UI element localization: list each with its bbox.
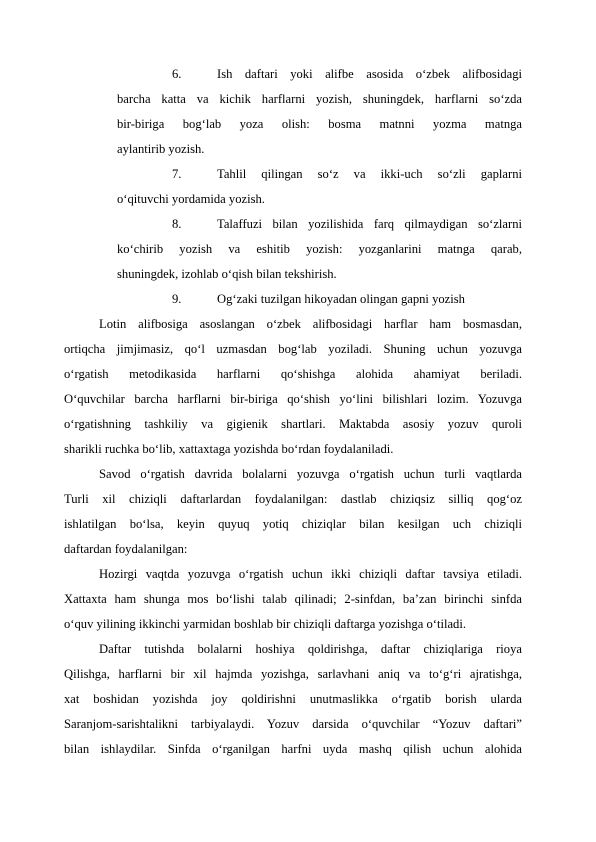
list-item-continuation: shuningdek, izohlab o‘qish bilan tekshirish. [117, 267, 337, 281]
paragraph-line: xat boshidan yozishda joy qoldirishni unutmaslikka o‘rgatib borish ularda [64, 692, 522, 706]
paragraph-line: Turli xil chiziqli daftarlardan foydalanilgan: dastlab chiziqsiz silliq qog‘oz [64, 492, 522, 506]
paragraph-line: Savod o‘rgatish davrida bolalarni yozuvga o‘rgatish uchun turli vaqtlarda [99, 467, 522, 481]
paragraph-line: o‘rgatish metodikasida harflarni qo‘shishga alohida ahamiyat beriladi. [64, 367, 522, 381]
paragraph-line: o‘quv yilining ikkinchi yarmidan boshlab bir chiziqli daftarga yozishga o‘tiladi. [64, 617, 466, 631]
paragraph-line: o‘rgatishning tashkiliy va gigienik shartlari. Maktabda asosiy yozuv quroli [64, 417, 522, 431]
list-item-text: Talaffuzi bilan yozilishida farq qilmaydigan so‘zlarni [217, 217, 522, 231]
paragraph-line: Hozirgi vaqtda yozuvga o‘rgatish uchun ikki chiziqli daftar tavsiya etiladi. [99, 567, 522, 581]
paragraph-line: Lotin alifbosiga asoslangan o‘zbek alifbosidagi harflar ham bosmasdan, [99, 317, 522, 331]
list-item-text: Ish daftari yoki alifbe asosida o‘zbek alifbosidagi [217, 67, 522, 81]
paragraph-line: sharikli ruchka bo‘lib, xattaxtaga yozishda bo‘rdan foydalaniladi. [64, 442, 394, 456]
paragraph-line: ishlatilgan bo‘lsa, keyin quyuq yotiq chiziqlar bilan kesilgan uch chiziqli [64, 517, 522, 531]
paragraph-line: Qilishga, harflarni bir xil hajmda yozishga, sarlavhani aniq va to‘g‘ri ajratishga, [64, 667, 522, 681]
paragraph-line: Xattaxta ham shunga mos bo‘lishi talab qilinadi; 2-sinfdan, ba’zan birinchi sinfda [64, 592, 522, 606]
list-number: 9. [172, 292, 182, 306]
list-item-continuation: ko‘chirib yozish va eshitib yozish: yozganlarini matnga qarab, [117, 242, 522, 256]
list-number: 8. [172, 217, 182, 231]
paragraph-line: bilan ishlaydilar. Sinfda o‘rganilgan harfni uyda mashq qilish uchun alohida [64, 742, 522, 756]
list-item-text: Tahlil qilingan so‘z va ikki-uch so‘zli gaplarni [217, 167, 522, 181]
paragraph-line: Daftar tutishda bolalarni hoshiya qoldirishga, daftar chiziqlariga rioya [99, 642, 522, 656]
list-number: 6. [172, 67, 182, 81]
list-number: 7. [172, 167, 182, 181]
list-item-continuation: o‘qituvchi yordamida yozish. [117, 192, 265, 206]
paragraph-line: Saranjom-sarishtalikni tarbiyalaydi. Yozuv darsida o‘quvchilar “Yozuv daftari” [64, 717, 522, 731]
list-item-text: Og‘zaki tuzilgan hikoyadan olingan gapni yozish [217, 292, 465, 306]
paragraph-line: O‘quvchilar barcha harflarni bir-biriga qo‘shish yo‘lini bilishlari lozim. Yozuvga [64, 392, 522, 406]
paragraph-line: daftardan foydalanilgan: [64, 542, 188, 556]
list-item-continuation: bir-biriga bog‘lab yoza olish: bosma matnni yozma matnga [117, 117, 522, 131]
list-item-continuation: barcha katta va kichik harflarni yozish, shuningdek, harflarni so‘zda [117, 92, 522, 106]
paragraph-line: ortiqcha jimjimasiz, qo‘l uzmasdan bog‘lab yoziladi. Shuning uchun yozuvga [64, 342, 522, 356]
list-item-continuation: aylantirib yozish. [117, 142, 205, 156]
